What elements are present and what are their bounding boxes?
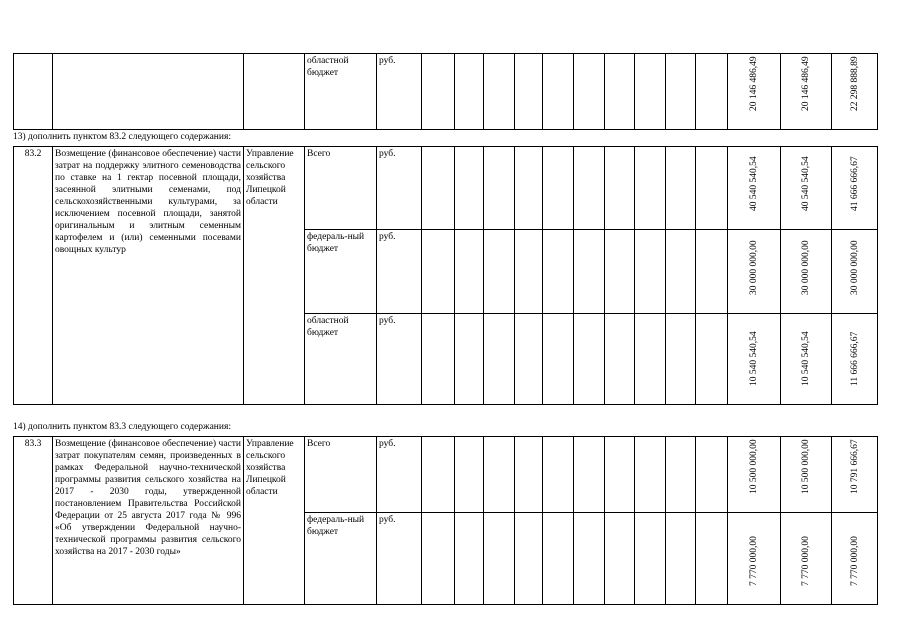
cell-number: 83.2 (14, 147, 53, 405)
cell-description: Возмещение (финансовое обеспечение) части затрат на поддержку элитного семеноводства по ставке на 1 гектар посевной площади, засеянной элитными семенами, под сельскохозяйственными культурами, за исключением посевной площади, занятой оригинальным и элитным семенным картофелем и (или) семенными посевами овощных культур (53, 147, 244, 405)
table-item-83-3 (13, 436, 878, 605)
note-13: 13) дополнить пунктом 83.2 следующего содержания: (13, 132, 231, 142)
table-row (14, 437, 878, 513)
value-text: 11 666 666,67 (849, 331, 860, 386)
cell-value (781, 513, 832, 605)
cell-unit: руб. (377, 54, 422, 130)
value-text: 10 791 666,67 (849, 439, 860, 494)
table-row (14, 147, 878, 230)
cell-value (832, 230, 878, 314)
cell-source: областной бюджет (305, 314, 377, 405)
value-text: 10 500 000,00 (749, 439, 759, 494)
table-continuation (13, 53, 878, 130)
value-text: 30 000 000,00 (849, 240, 860, 295)
cell-number (14, 54, 53, 130)
value-text: 10 540 540,54 (801, 331, 811, 386)
cell-unit: руб. (377, 437, 422, 513)
value-text: 30 000 000,00 (801, 240, 811, 295)
cell-value (832, 314, 878, 405)
cell-source: федераль-ный бюджет (305, 513, 377, 605)
value-text: 40 540 540,54 (801, 156, 811, 211)
value-text: 20 146 486,49 (801, 56, 811, 111)
cell-value (832, 147, 878, 230)
cell-value (728, 314, 781, 405)
cell-unit: руб. (377, 314, 422, 405)
cell-value (832, 437, 878, 513)
value-text: 7 770 000,00 (849, 536, 860, 586)
table-row (14, 54, 878, 130)
cell-value (728, 54, 781, 130)
cell-number: 83.3 (14, 437, 53, 605)
cell-value (728, 147, 781, 230)
value-text: 22 298 888,89 (849, 56, 860, 111)
note-14: 14) дополнить пунктом 83.3 следующего содержания: (13, 422, 231, 432)
cell-unit: руб. (377, 147, 422, 230)
value-text: 30 000 000,00 (749, 240, 759, 295)
cell-value (781, 54, 832, 130)
cell-value (728, 437, 781, 513)
value-text: 20 146 486,49 (749, 56, 759, 111)
value-text: 40 540 540,54 (749, 156, 759, 211)
cell-unit: руб. (377, 513, 422, 605)
value-text: 7 770 000,00 (749, 536, 759, 586)
value-text: 7 770 000,00 (801, 536, 811, 586)
cell-value (781, 230, 832, 314)
cell-source: Всего (305, 147, 377, 230)
cell-source: областной бюджет (305, 54, 377, 130)
cell-source: федераль-ный бюджет (305, 230, 377, 314)
value-text: 10 540 540,54 (749, 331, 759, 386)
value-text: 41 666 666,67 (849, 156, 860, 211)
cell-value (832, 54, 878, 130)
cell-value (781, 314, 832, 405)
cell-executor (244, 54, 305, 130)
cell-unit: руб. (377, 230, 422, 314)
cell-description: Возмещение (финансовое обеспечение) части затрат покупателям семян, произведенных в рамках Федеральной научно-технической программы развития сельского хозяйства на 2017 - 2030 годы, утвержденной постановлением Правительства Российской Федерации от 25 августа 2017 года № 996 «Об утверждении Федеральной научно-технической программы развития сельского хозяйства на 2017 - 2030 годы» (53, 437, 244, 605)
cell-value (728, 230, 781, 314)
cell-value (781, 437, 832, 513)
cell-executor: Управление сельского хозяйства Липецкой области (244, 147, 305, 405)
table-item-83-2 (13, 146, 878, 405)
cell-source: Всего (305, 437, 377, 513)
cell-executor: Управление сельского хозяйства Липецкой области (244, 437, 305, 605)
cell-description (53, 54, 244, 130)
cell-value (728, 513, 781, 605)
cell-value (781, 147, 832, 230)
value-text: 10 500 000,00 (801, 439, 811, 494)
cell-value (832, 513, 878, 605)
